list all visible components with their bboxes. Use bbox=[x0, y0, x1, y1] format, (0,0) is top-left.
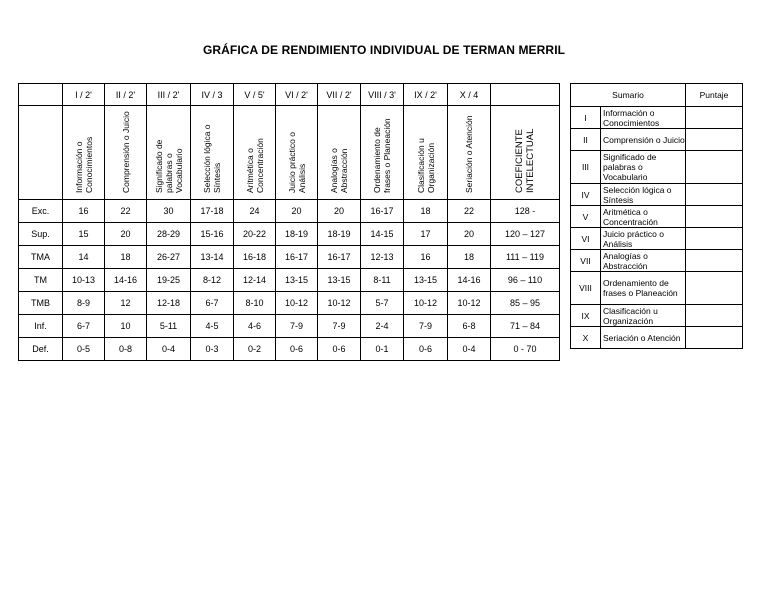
vertical-label-wrap bbox=[404, 106, 447, 199]
score-range-cell: 16-17 bbox=[276, 246, 318, 269]
norm-row bbox=[19, 315, 560, 338]
subtest-name-label: Analogías o Abstracción bbox=[329, 148, 349, 193]
score-range-cell: 0-4 bbox=[147, 338, 191, 361]
subtest-name: Significado de palabras o Vocabulario bbox=[601, 151, 686, 184]
score-input-cell[interactable] bbox=[686, 184, 743, 206]
vertical-label-wrap bbox=[491, 106, 559, 199]
score-input-cell[interactable] bbox=[686, 107, 743, 129]
score-range-cell: 14-16 bbox=[105, 269, 147, 292]
level-label: TMB bbox=[19, 292, 63, 315]
ci-code-header bbox=[491, 84, 560, 106]
subtest-name-header bbox=[63, 106, 105, 200]
score-range-cell: 5-11 bbox=[147, 315, 191, 338]
score-range-cell: 12-13 bbox=[361, 246, 404, 269]
score-range-cell: 13-15 bbox=[318, 269, 361, 292]
summary-header: Sumario bbox=[571, 84, 686, 107]
level-label: Def. bbox=[19, 338, 63, 361]
subtest-name-label: Comprensión o Juicio bbox=[120, 111, 131, 193]
score-range-cell: 15 bbox=[63, 223, 105, 246]
score-range-cell: 0-5 bbox=[63, 338, 105, 361]
score-range-cell: 20 bbox=[318, 200, 361, 223]
summary-row bbox=[571, 151, 743, 184]
subtest-name: Selección lógica o Síntesis bbox=[601, 184, 686, 206]
score-range-cell: 6-8 bbox=[448, 315, 491, 338]
subtest-name: Clasificación u Organización bbox=[601, 305, 686, 327]
ci-range-cell: 96 – 110 bbox=[491, 269, 560, 292]
summary-row bbox=[571, 206, 743, 228]
vertical-label-wrap bbox=[63, 106, 104, 199]
vertical-label-wrap bbox=[276, 106, 317, 199]
score-range-cell: 22 bbox=[448, 200, 491, 223]
score-range-cell: 18-19 bbox=[318, 223, 361, 246]
subtest-name-header bbox=[105, 106, 147, 200]
score-range-cell: 28-29 bbox=[147, 223, 191, 246]
subtest-name: Analogías o Abstracción bbox=[601, 250, 686, 272]
ci-range-cell: 71 – 84 bbox=[491, 315, 560, 338]
subtest-code-header: IV / 3 bbox=[191, 84, 234, 106]
subtest-number: IV bbox=[571, 184, 601, 206]
score-range-cell: 12 bbox=[105, 292, 147, 315]
ci-range-cell: 0 - 70 bbox=[491, 338, 560, 361]
summary-row bbox=[571, 107, 743, 129]
score-range-cell: 10-13 bbox=[63, 269, 105, 292]
subtest-code-header: II / 2' bbox=[105, 84, 147, 106]
summary-row bbox=[571, 184, 743, 206]
score-range-cell: 20 bbox=[276, 200, 318, 223]
ci-range-cell: 111 – 119 bbox=[491, 246, 560, 269]
vertical-label-wrap bbox=[191, 106, 233, 199]
score-range-cell: 24 bbox=[234, 200, 276, 223]
summary-row bbox=[571, 305, 743, 327]
vertical-label-wrap bbox=[105, 106, 146, 199]
score-range-cell: 18 bbox=[448, 246, 491, 269]
norm-row bbox=[19, 223, 560, 246]
score-range-cell: 12-14 bbox=[234, 269, 276, 292]
subtest-name: Seriación o Atención bbox=[601, 327, 686, 349]
subtest-name-label: Aritmética o Concentración bbox=[244, 138, 265, 193]
score-range-cell: 5-7 bbox=[361, 292, 404, 315]
score-range-cell: 18 bbox=[404, 200, 448, 223]
subtest-name: Aritmética o Concentración bbox=[601, 206, 686, 228]
subtest-number: IX bbox=[571, 305, 601, 327]
score-input-cell[interactable] bbox=[686, 151, 743, 184]
summary-header-row bbox=[571, 84, 743, 107]
score-range-cell: 0-6 bbox=[404, 338, 448, 361]
level-label: Inf. bbox=[19, 315, 63, 338]
score-range-cell: 6-7 bbox=[191, 292, 234, 315]
score-range-cell: 18-19 bbox=[276, 223, 318, 246]
subtest-code-header: I / 2' bbox=[63, 84, 105, 106]
score-input-cell[interactable] bbox=[686, 272, 743, 305]
summary-row bbox=[571, 327, 743, 349]
score-range-cell: 0-4 bbox=[448, 338, 491, 361]
subtest-name-label: Seriación o Atención bbox=[464, 115, 474, 193]
norm-row bbox=[19, 269, 560, 292]
subtest-name: Información o Conocimientos bbox=[601, 107, 686, 129]
score-range-cell: 14-15 bbox=[361, 223, 404, 246]
subtest-name-header bbox=[361, 106, 404, 200]
corner-cell bbox=[19, 84, 63, 106]
vertical-label-wrap bbox=[318, 106, 360, 199]
score-input-cell[interactable] bbox=[686, 228, 743, 250]
score-range-cell: 30 bbox=[147, 200, 191, 223]
score-range-cell: 20-22 bbox=[234, 223, 276, 246]
score-range-cell: 10-12 bbox=[276, 292, 318, 315]
header-row bbox=[19, 84, 560, 106]
score-range-cell: 4-6 bbox=[234, 315, 276, 338]
score-input-cell[interactable] bbox=[686, 305, 743, 327]
score-range-cell: 0-1 bbox=[361, 338, 404, 361]
level-label: Exc. bbox=[19, 200, 63, 223]
score-range-cell: 13-15 bbox=[276, 269, 318, 292]
vertical-label-wrap bbox=[361, 106, 403, 199]
subtest-name-header bbox=[147, 106, 191, 200]
score-range-cell: 8-11 bbox=[361, 269, 404, 292]
score-range-cell: 7-9 bbox=[276, 315, 318, 338]
norm-row bbox=[19, 338, 560, 361]
subtest-number: VIII bbox=[571, 272, 601, 305]
norm-row bbox=[19, 292, 560, 315]
ci-range-cell: 128 - bbox=[491, 200, 560, 223]
level-label: Sup. bbox=[19, 223, 63, 246]
ci-range-cell: 85 – 95 bbox=[491, 292, 560, 315]
score-range-cell: 10-12 bbox=[448, 292, 491, 315]
subtest-name-header bbox=[318, 106, 361, 200]
score-range-cell: 16-17 bbox=[361, 200, 404, 223]
subtest-name-row bbox=[19, 106, 560, 200]
subtest-number: VI bbox=[571, 228, 601, 250]
score-range-cell: 16 bbox=[63, 200, 105, 223]
score-range-cell: 8-9 bbox=[63, 292, 105, 315]
score-range-cell: 16-18 bbox=[234, 246, 276, 269]
score-input-cell[interactable] bbox=[686, 206, 743, 228]
score-range-cell: 6-7 bbox=[63, 315, 105, 338]
score-range-cell: 0-3 bbox=[191, 338, 234, 361]
subtest-name: Juicio práctico o Análisis bbox=[601, 228, 686, 250]
score-range-cell: 4-5 bbox=[191, 315, 234, 338]
score-range-cell: 26-27 bbox=[147, 246, 191, 269]
vertical-label-wrap bbox=[234, 106, 275, 199]
score-range-cell: 0-8 bbox=[105, 338, 147, 361]
score-range-cell: 20 bbox=[105, 223, 147, 246]
summary-table bbox=[570, 83, 743, 349]
subtest-code-header: VIII / 3' bbox=[361, 84, 404, 106]
score-range-cell: 8-12 bbox=[191, 269, 234, 292]
subtest-name-header bbox=[404, 106, 448, 200]
subtest-name-header bbox=[448, 106, 491, 200]
page-title: GRÁFICA DE RENDIMIENTO INDIVIDUAL DE TERMAN MERRIL bbox=[202, 43, 566, 57]
score-range-cell: 13-14 bbox=[191, 246, 234, 269]
subtest-code-header: X / 4 bbox=[448, 84, 491, 106]
vertical-label-wrap bbox=[448, 106, 490, 199]
score-range-cell: 0-2 bbox=[234, 338, 276, 361]
score-range-cell: 2-4 bbox=[361, 315, 404, 338]
subtest-name-header bbox=[276, 106, 318, 200]
subtest-number: III bbox=[571, 151, 601, 184]
subtest-name-label: Ordenamiento de frases o Planeación bbox=[372, 118, 392, 193]
ci-header bbox=[491, 106, 560, 200]
subtest-number: II bbox=[571, 129, 601, 151]
summary-row bbox=[571, 272, 743, 305]
norm-row bbox=[19, 200, 560, 223]
summary-row bbox=[571, 250, 743, 272]
corner-cell bbox=[19, 106, 63, 200]
score-range-cell: 18 bbox=[105, 246, 147, 269]
score-range-cell: 7-9 bbox=[318, 315, 361, 338]
score-header: Puntaje bbox=[686, 84, 743, 107]
score-range-cell: 16 bbox=[404, 246, 448, 269]
ci-range-cell: 120 – 127 bbox=[491, 223, 560, 246]
score-range-cell: 8-10 bbox=[234, 292, 276, 315]
score-range-cell: 10-12 bbox=[404, 292, 448, 315]
score-range-cell: 19-25 bbox=[147, 269, 191, 292]
subtest-name-header bbox=[191, 106, 234, 200]
subtest-number: X bbox=[571, 327, 601, 349]
score-range-cell: 10-12 bbox=[318, 292, 361, 315]
summary-row bbox=[571, 129, 743, 151]
subtest-name-label: Información o Conocimientos bbox=[73, 136, 94, 193]
score-range-cell: 15-16 bbox=[191, 223, 234, 246]
subtest-name: Ordenamiento de frases o Planeación bbox=[601, 272, 686, 305]
subtest-code-header: VI / 2' bbox=[276, 84, 318, 106]
score-input-cell[interactable] bbox=[686, 129, 743, 151]
norm-row bbox=[19, 246, 560, 269]
score-input-cell[interactable] bbox=[686, 250, 743, 272]
score-range-cell: 14-16 bbox=[448, 269, 491, 292]
subtest-number: VII bbox=[571, 250, 601, 272]
subtest-code-header: III / 2' bbox=[147, 84, 191, 106]
subtest-code-header: IX / 2' bbox=[404, 84, 448, 106]
score-range-cell: 17 bbox=[404, 223, 448, 246]
level-label: TMA bbox=[19, 246, 63, 269]
subtest-code-header: V / 5' bbox=[234, 84, 276, 106]
subtest-name-label: Juicio práctico o Análisis bbox=[286, 132, 307, 193]
subtest-code-header: VII / 2' bbox=[318, 84, 361, 106]
norms-table bbox=[18, 83, 560, 361]
score-range-cell: 22 bbox=[105, 200, 147, 223]
score-range-cell: 7-9 bbox=[404, 315, 448, 338]
subtest-name-label: Clasificación u Organización bbox=[415, 138, 436, 193]
subtest-number: I bbox=[571, 107, 601, 129]
subtest-name: Comprensión o Juicio bbox=[601, 129, 686, 151]
score-input-cell[interactable] bbox=[686, 327, 743, 349]
score-range-cell: 10 bbox=[105, 315, 147, 338]
score-range-cell: 12-18 bbox=[147, 292, 191, 315]
score-range-cell: 13-15 bbox=[404, 269, 448, 292]
subtest-name-label: Significado de palabras o Vocabulario bbox=[153, 139, 184, 193]
score-range-cell: 0-6 bbox=[276, 338, 318, 361]
subtest-name-header bbox=[234, 106, 276, 200]
score-range-cell: 20 bbox=[448, 223, 491, 246]
summary-row bbox=[571, 228, 743, 250]
score-range-cell: 16-17 bbox=[318, 246, 361, 269]
subtest-name-label: Selección lógica o Síntesis bbox=[202, 124, 222, 193]
subtest-number: V bbox=[571, 206, 601, 228]
score-range-cell: 14 bbox=[63, 246, 105, 269]
level-label: TM bbox=[19, 269, 63, 292]
ci-header-label: COEFICIENTE INTELECTUAL bbox=[514, 128, 536, 193]
vertical-label-wrap bbox=[147, 106, 190, 199]
score-range-cell: 17-18 bbox=[191, 200, 234, 223]
score-range-cell: 0-6 bbox=[318, 338, 361, 361]
